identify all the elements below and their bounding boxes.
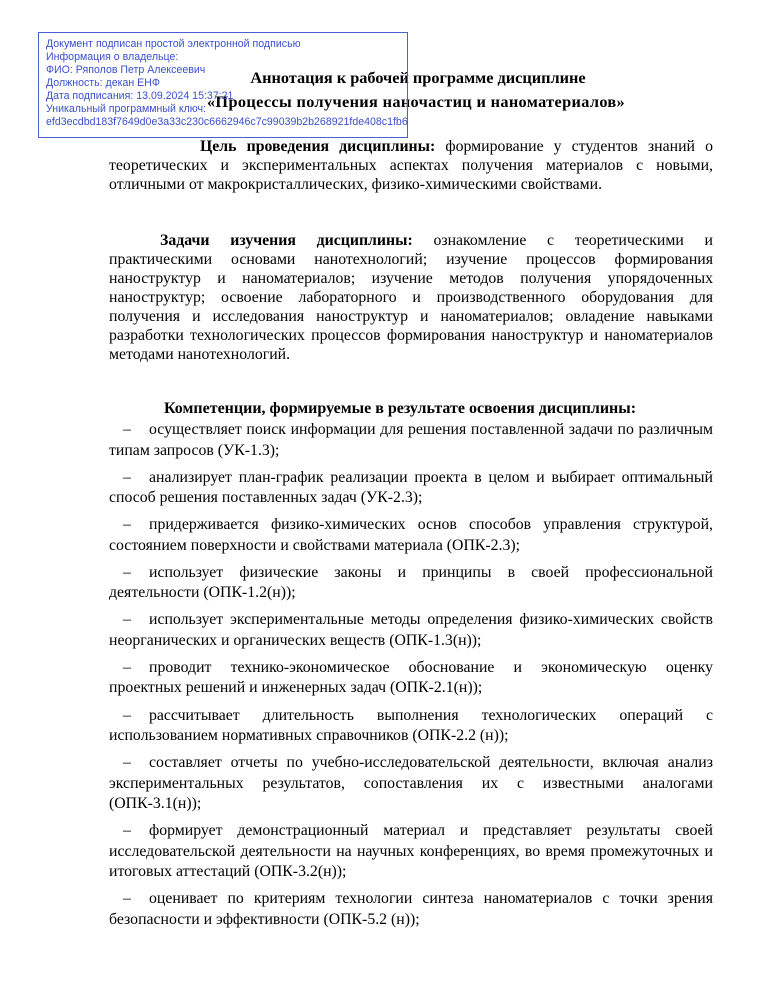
- dash-marker: –: [123, 754, 131, 772]
- list-item: [109, 563, 713, 604]
- stamp-line: Уникальный программный ключ:: [46, 103, 206, 115]
- stamp-line: Документ подписан простой электронной подписью: [46, 38, 301, 50]
- dash-marker: –: [123, 611, 131, 629]
- competences-heading: Компетенции, формируемые в результате освоения дисциплины:: [164, 400, 637, 417]
- list-item: [109, 515, 713, 556]
- list-item: [109, 468, 713, 509]
- list-item-text: составляет отчеты по учебно-исследовательской деятельности, включая анализ экспериментальных результатов, сопоставления их с известными аналогами (ОПК-3.1(н));: [109, 754, 713, 813]
- goal-text: формирование у студентов знаний о теоретических и экспериментальных аспектах получения материалов с новыми, отличными от макрокристаллических, физико-химическими свойствами.: [109, 138, 713, 193]
- list-item: [109, 889, 713, 930]
- discipline-name: «Процессы получения наночастиц и наноматериалов»: [206, 92, 626, 111]
- dash-marker: –: [123, 468, 131, 486]
- stamp-line: ФИО: Ряполов Петр Алексеевич: [46, 64, 206, 76]
- tasks-heading: Задачи изучения дисциплины:: [160, 232, 413, 249]
- dash-marker: –: [123, 706, 131, 724]
- list-item-text: использует физические законы и принципы в своей профессиональной деятельности (ОПК-1.2(н));: [109, 563, 713, 602]
- dash-marker: –: [123, 516, 131, 534]
- list-item: [109, 821, 713, 883]
- list-item-text: придерживается физико-химических основ способов управления структурой, состоянием поверхности и свойствами материала (ОПК-2.3);: [109, 516, 713, 554]
- goal-heading: Цель проведения дисциплины:: [200, 138, 436, 155]
- list-item-text: осуществляет поиск информации для решения поставленной задачи по различным типам запросов (УК-1.3);: [109, 421, 713, 459]
- dash-marker: –: [123, 658, 131, 676]
- dash-marker: –: [123, 421, 131, 438]
- stamp-line: efd3ecdbd183f7649d0e3a33c230c6662946c7c99039b2b268921fde408c1fb6: [46, 116, 408, 128]
- stamp-line: Дата подписания: 13.09.2024 15:37:21: [46, 90, 234, 102]
- tasks-paragraph: [109, 231, 713, 364]
- list-item: [109, 753, 713, 815]
- electronic-signature-stamp: [38, 32, 408, 138]
- goal-paragraph: [109, 137, 713, 194]
- list-item-text: проводит технико-экономическое обоснование и экономическую оценку проектных решений и инженерных задач (ОПК-2.1(н));: [109, 658, 713, 697]
- list-item: [109, 610, 713, 651]
- dash-marker: –: [123, 563, 131, 581]
- dash-marker: –: [123, 822, 131, 840]
- list-item-text: рассчитывает длительность выполнения технологических операций с использованием нормативных справочников (ОПК-2.2 (н));: [109, 706, 713, 745]
- dash-marker: –: [123, 890, 131, 908]
- list-item-text: анализирует план-график реализации проекта в целом и выбирает оптимальный способ решения поставленных задач (УК-2.3);: [109, 468, 713, 507]
- tasks-text: ознакомление с теоретическими и практическими основами нанотехнологий; изучение процессов формирования наноструктур и наноматериалов; изучение методов получения упорядоченных наноструктур; освоение лабораторного и производственного оборудования для получения и исследования наноструктур и наноматериалов; овладение навыками разработки технологических процессов формирования наноструктур и наноматериалов методами нанотехнологий.: [109, 232, 713, 363]
- competences-section: [109, 399, 713, 937]
- stamp-line: Должность: декан ЕНФ: [46, 77, 160, 89]
- list-item: [109, 420, 713, 461]
- list-item-text: формирует демонстрационный материал и представляет результаты своей исследовательской деятельности на научных конференциях, во время промежуточных и итоговых аттестаций (ОПК-3.2(н));: [109, 822, 713, 881]
- document-title: Аннотация к рабочей программе дисциплине: [250, 68, 586, 87]
- list-item-text: оценивает по критериям технологии синтеза наноматериалов с точки зрения безопасности и эффективности (ОПК-5.2 (н));: [109, 890, 713, 928]
- list-item: [109, 706, 713, 747]
- stamp-line: Информация о владельце:: [46, 51, 179, 63]
- list-item-text: использует экспериментальные методы определения физико-химических свойств неорганических и органических веществ (ОПК-1.3(н));: [109, 611, 713, 649]
- list-item: [109, 658, 713, 699]
